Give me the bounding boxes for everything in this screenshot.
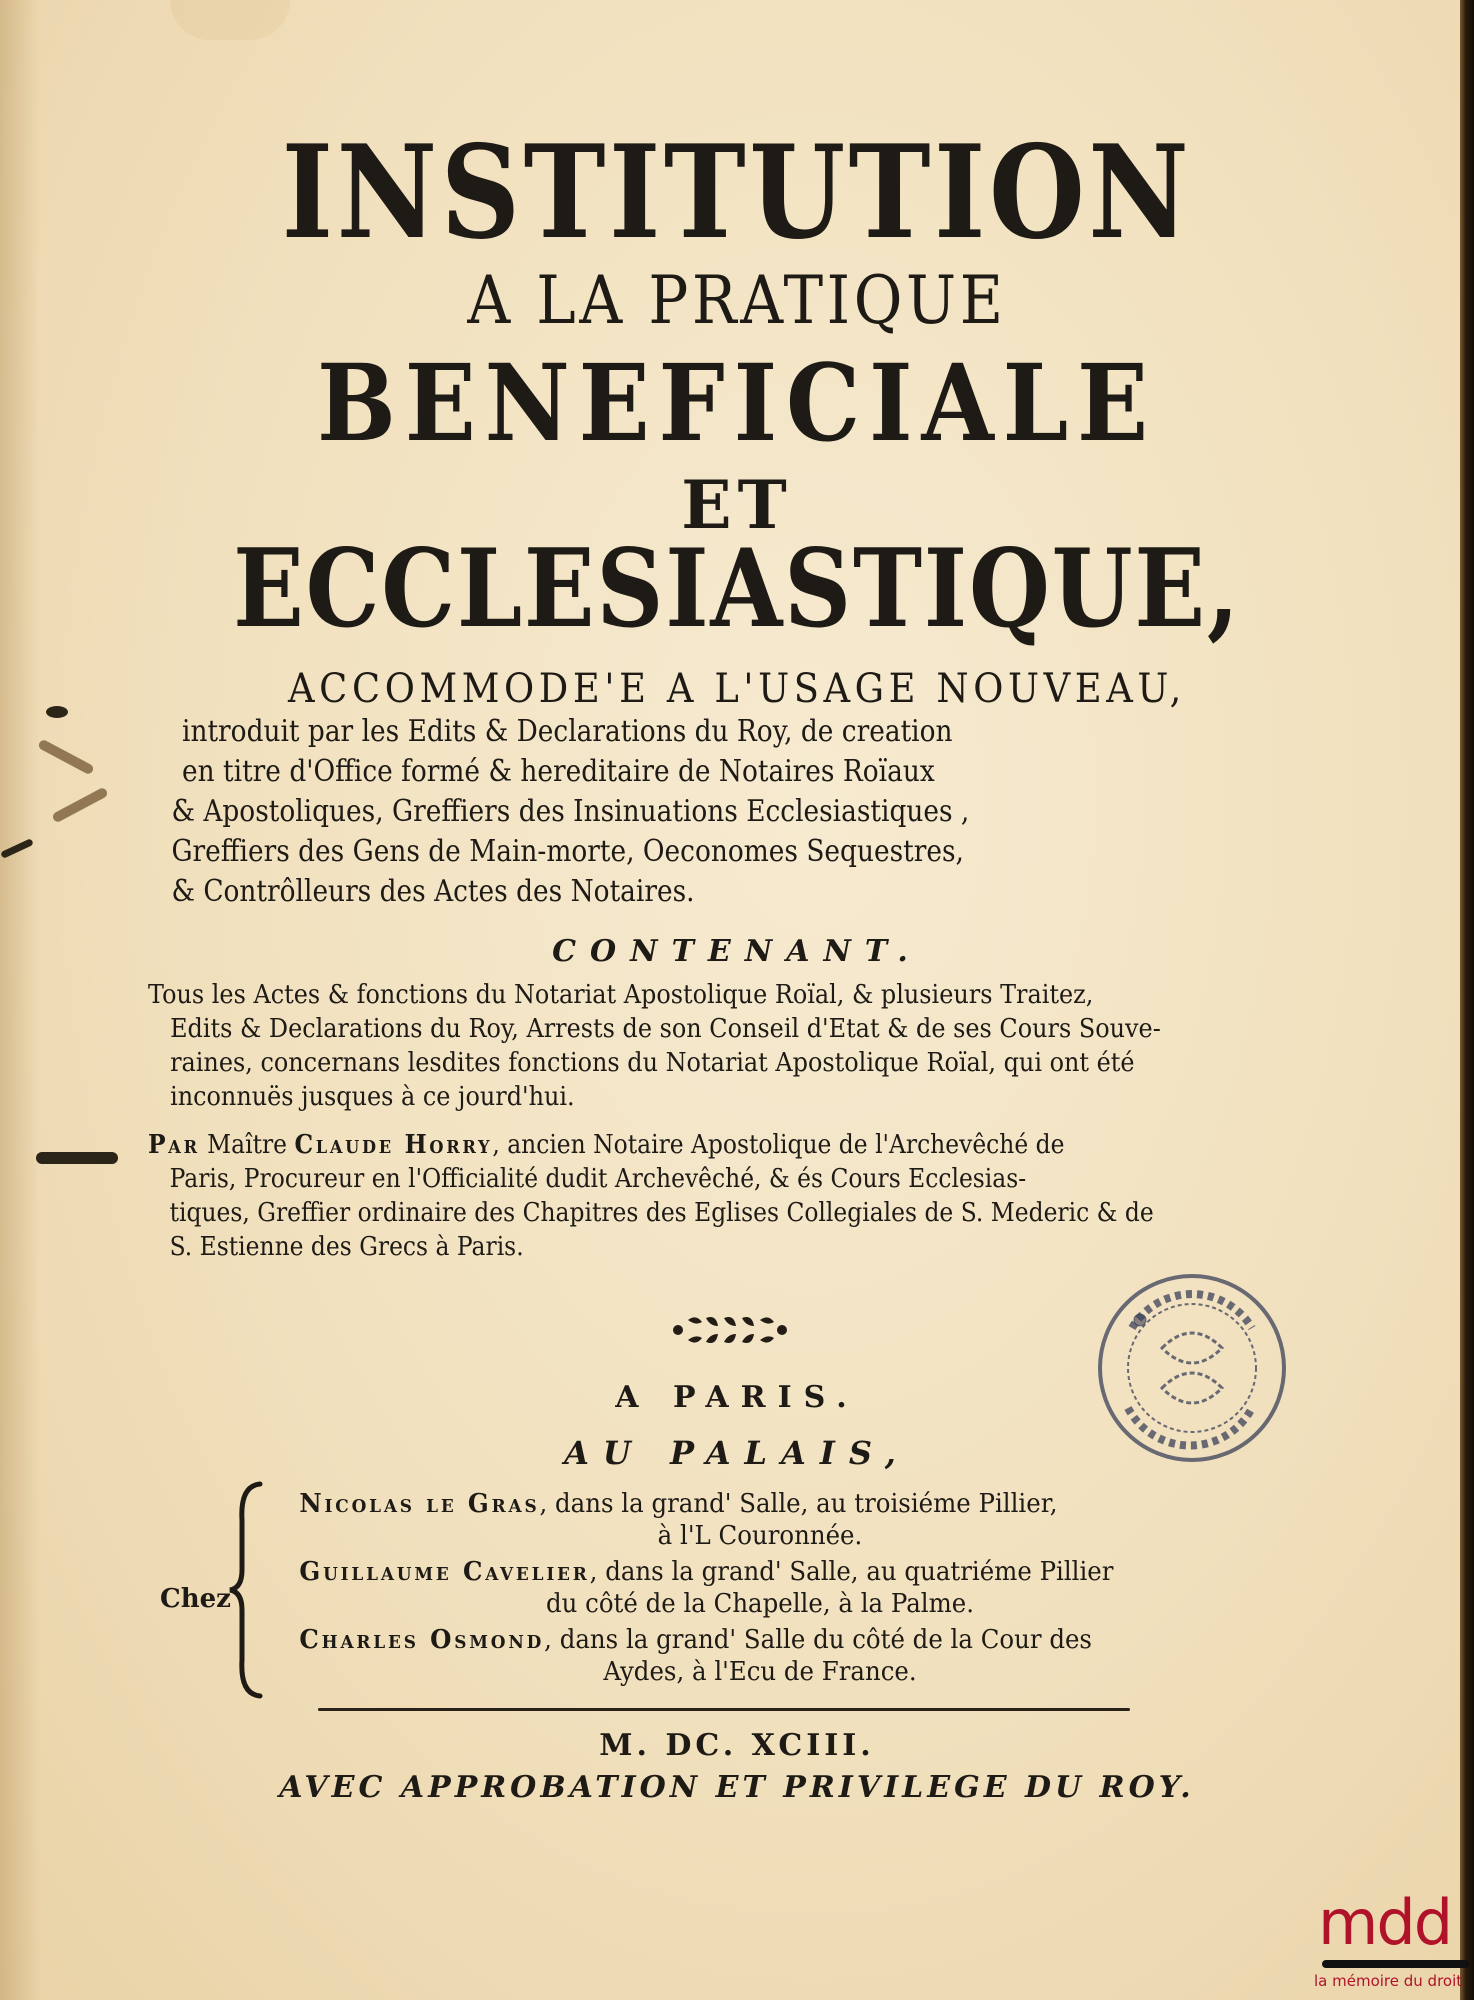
- contenant-line: Tous les Actes & fonctions du Notariat Apostolique Roïal, & plusieurs Traitez,: [148, 980, 1094, 1010]
- publisher-address-line2: Aydes, à l'Ecu de France.: [603, 1657, 917, 1687]
- logo-tagline: la mémoire du droit: [1314, 1972, 1463, 1990]
- page-edge: [1460, 0, 1474, 2000]
- privilege-line: AVEC APPROBATION ET PRIVILEGE DU ROY.: [279, 1770, 1195, 1805]
- author-line: S. Estienne des Grecs à Paris.: [169, 1232, 524, 1262]
- author-title: Maître: [207, 1130, 288, 1160]
- intro-line: introduit par les Edits & Declarations du Roy, de creation: [182, 714, 953, 749]
- paper-stain: [170, 0, 290, 40]
- margin-ink-stroke: [51, 787, 109, 824]
- horizontal-rule: [318, 1708, 1130, 1711]
- author-line: tiques, Greffier ordinaire des Chapitres des Eglises Collegiales de S. Mederic & de: [169, 1198, 1154, 1228]
- contenant-line: raines, concernans lesdites fonctions du Notariat Apostolique Roïal, qui ont été: [170, 1048, 1135, 1078]
- logo-mark: mdd: [1318, 1886, 1452, 1959]
- publisher-entry: [299, 1624, 1220, 1688]
- imprint-city: A PARIS.: [615, 1380, 859, 1415]
- intro-paragraph: [171, 712, 970, 912]
- subtitle: ACCOMMODE'E A L'USAGE NOUVEAU,: [288, 666, 1186, 712]
- contenant-line: inconnuës jusques à ce jourd'hui.: [170, 1082, 575, 1112]
- intro-line: & Contrôlleurs des Actes des Notaires.: [171, 874, 695, 909]
- library-stamp-icon: [1092, 1268, 1292, 1468]
- contenant-line: Edits & Declarations du Roy, Arrests de son Conseil d'Etat & de ses Cours Souve-: [170, 1014, 1161, 1044]
- publisher-address: , dans la grand' Salle, au troisiéme Pillier,: [539, 1489, 1058, 1519]
- imprint-location: AU PALAIS,: [564, 1434, 910, 1472]
- publisher-line: [299, 1624, 1220, 1656]
- margin-ink-stroke: [36, 1152, 118, 1164]
- title-line-a-la-pratique: A LA PRATIQUE: [467, 262, 1007, 339]
- publisher-line: [299, 1556, 1220, 1588]
- publisher-name: Nicolas le Gras: [299, 1489, 540, 1519]
- author-paragraph: [148, 1128, 1154, 1264]
- contenant-heading: CONTENANT.: [552, 934, 922, 969]
- publication-date: M. DC. XCIII.: [599, 1728, 875, 1763]
- logo-bar: [1322, 1960, 1470, 1968]
- mdd-logo: [1310, 1888, 1474, 2000]
- publisher-name: Charles Osmond: [299, 1625, 545, 1655]
- publisher-line: [299, 1488, 1220, 1520]
- intro-line: en titre d'Office formé & hereditaire de Notaires Roïaux: [182, 754, 935, 789]
- title-line-beneficiale: BENEFICIALE: [317, 340, 1157, 465]
- publisher-address: , dans la grand' Salle, au quatriéme Pillier: [589, 1557, 1114, 1587]
- author-desc: , ancien Notaire Apostolique de l'Archevêché de: [492, 1130, 1065, 1160]
- author-name: Claude Horry: [294, 1130, 493, 1160]
- page-gutter-shadow: [0, 0, 40, 2000]
- publisher-address-line2: à l'L Couronnée.: [657, 1521, 863, 1551]
- contenant-paragraph: [148, 978, 1161, 1114]
- chez-label: Chez: [160, 1584, 231, 1614]
- publisher-name: Guillaume Cavelier: [299, 1557, 590, 1587]
- fleuron-ornament: [670, 1310, 790, 1350]
- publisher-entry: [299, 1488, 1220, 1552]
- publisher-address: , dans la grand' Salle du côté de la Cour des: [544, 1625, 1092, 1655]
- publisher-address-line2: du côté de la Chapelle, à la Palme.: [545, 1589, 975, 1619]
- title-line-ecclesiastique: ECCLESIASTIQUE,: [233, 526, 1241, 652]
- author-line: [148, 1128, 1154, 1162]
- author-line: Paris, Procureur en l'Officialité dudit Archevêché, & és Cours Ecclesias-: [169, 1164, 1027, 1194]
- intro-line: Greffiers des Gens de Main-morte, Oeconomes Sequestres,: [171, 834, 964, 869]
- intro-line: & Apostoliques, Greffiers des Insinuations Ecclesiastiques ,: [171, 794, 970, 829]
- publisher-entry: [299, 1556, 1220, 1620]
- title-line-et: ET: [681, 466, 793, 544]
- author-prefix: Par: [148, 1130, 200, 1160]
- margin-ink-stroke: [37, 739, 95, 776]
- brace-glyph: [226, 1480, 266, 1700]
- title-line-institution: INSTITUTION: [281, 118, 1193, 268]
